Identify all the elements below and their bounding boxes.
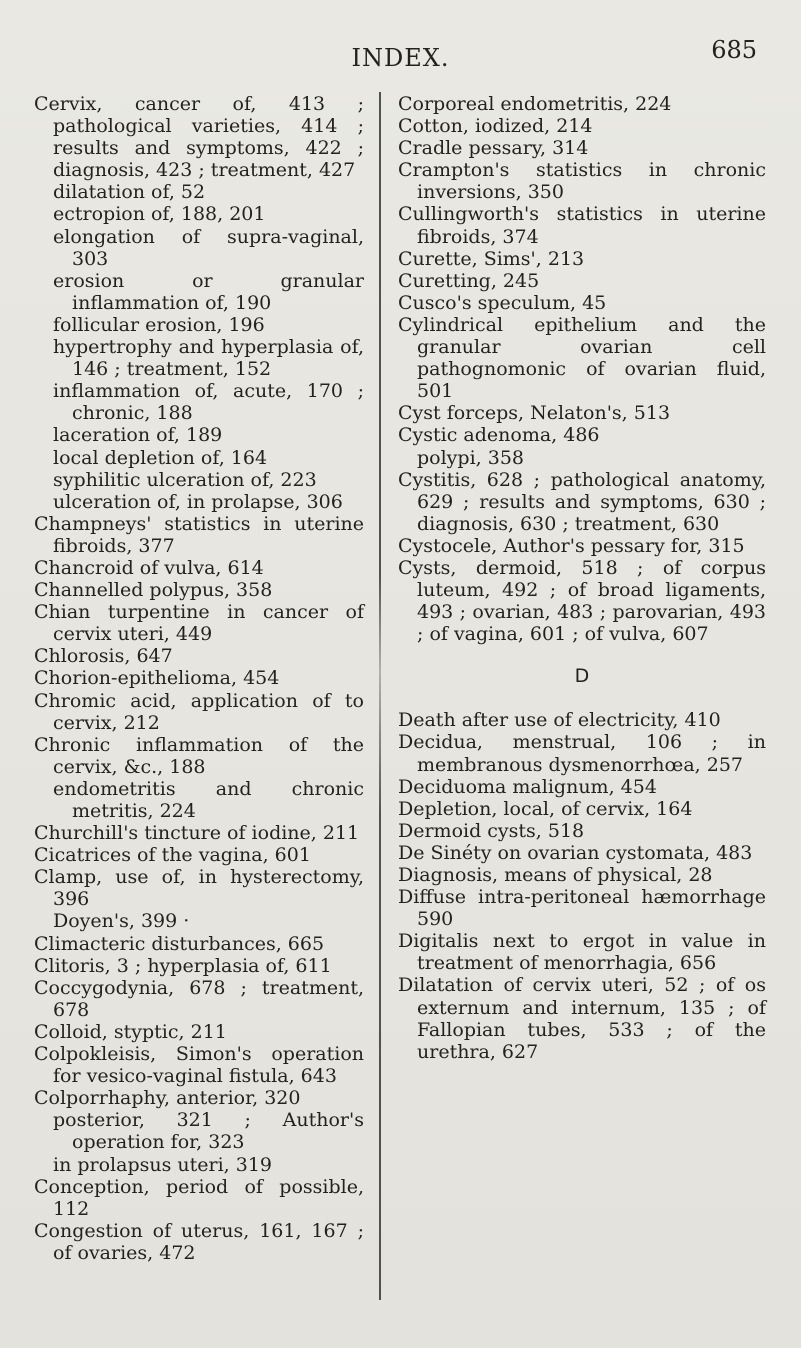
index-entry: Coccygodynia, 678 ; treatment, 678 <box>34 976 364 1021</box>
index-entry: Colpokleisis, Simon's operation for vesico-vaginal fistula, 643 <box>34 1043 364 1088</box>
index-entry: Dermoid cysts, 518 <box>398 819 585 842</box>
index-subentry: erosion or granular inflammation of, 190 <box>53 269 364 314</box>
index-entry: Cystocele, Author's pessary for, 315 <box>398 534 745 557</box>
index-entry: Cylindrical epithelium and the granular ovarian cell pathognomonic of ovarian fluid, 501 <box>398 313 766 403</box>
index-subentry: local depletion of, 164 <box>53 446 268 469</box>
index-entry: Champneys' statistics in uterine fibroids, 377 <box>34 512 364 557</box>
index-entry: Cystitis, 628 ; pathological anatomy, 629 ; results and symptoms, 630 ; diagnosis, 630 ; treatment, 630 <box>398 468 766 535</box>
index-entry: Curetting, 245 <box>398 269 540 292</box>
index-entry: Deciduoma malignum, 454 <box>398 775 657 798</box>
index-entry: Chlorosis, 647 <box>34 645 173 668</box>
index-subentry: inflammation of, acute, 170 ; chronic, 188 <box>53 380 364 425</box>
index-entry: Chian turpentine in cancer of cervix uteri, 449 <box>34 601 364 646</box>
index-entry: De Sinéty on ovarian cystomata, 483 <box>398 841 753 864</box>
index-subentry: polypi, 358 <box>417 446 524 469</box>
index-subentry: ulceration of, in prolapse, 306 <box>53 490 343 513</box>
index-entry: Clitoris, 3 ; hyperplasia of, 611 <box>34 954 332 977</box>
index-entry: Cysts, dermoid, 518 ; of corpus luteum, 492 ; of broad ligaments, 493 ; ovarian, 483 ; parovarian, 493 ; of vagina, 601 ; of vulva, 607 <box>398 556 766 646</box>
page-number: 685 <box>711 36 757 64</box>
index-entry: Cyst forceps, Nelaton's, 513 <box>398 402 671 425</box>
index-entry: Chronic inflammation of the cervix, &c., 188 <box>34 733 364 778</box>
index-entry: Corporeal endometritis, 224 <box>398 93 672 115</box>
index-entry: Clamp, use of, in hysterectomy, 396 <box>34 866 364 911</box>
index-entry: Colporrhaphy, anterior, 320 <box>34 1087 301 1110</box>
index-entry: Cullingworth's statistics in uterine fibroids, 374 <box>398 203 766 248</box>
index-entry: Conception, period of possible, 112 <box>34 1175 364 1220</box>
index-subentry: Doyen's, 399 · <box>53 910 190 933</box>
d-entries <box>398 709 766 1063</box>
page-title: INDEX. <box>351 44 450 72</box>
index-entry: Chancroid of vulva, 614 <box>34 556 264 579</box>
index-entry: Dilatation of cervix uteri, 52 ; of os externum and internum, 135 ; of Fallopian tubes, 533 ; of the urethra, 627 <box>398 974 766 1063</box>
index-entry: Curette, Sims', 213 <box>398 247 585 270</box>
index-entry: Diffuse intra-peritoneal hæmorrhage 590 <box>398 886 766 931</box>
index-subentry: syphilitic ulceration of, 223 <box>53 468 317 491</box>
column-divider <box>379 92 381 1300</box>
index-entry: Colloid, styptic, 211 <box>34 1020 227 1043</box>
c-entries <box>398 93 766 645</box>
index-subentry: ectropion of, 188, 201 <box>53 203 266 226</box>
index-entry: Churchill's tincture of iodine, 211 <box>34 822 360 845</box>
index-entry: Crampton's statistics in chronic inversions, 350 <box>398 159 766 204</box>
index-subentry: laceration of, 189 <box>53 424 223 447</box>
index-subentry: follicular erosion, 196 <box>53 313 265 336</box>
index-entry: Depletion, local, of cervix, 164 <box>398 797 693 820</box>
index-subentry: hypertrophy and hyperplasia of, 146 ; treatment, 152 <box>53 336 364 381</box>
index-entry: Climacteric disturbances, 665 <box>34 932 325 955</box>
index-subentry: dilatation of, 52 <box>53 181 206 204</box>
index-entry: Channelled polypus, 358 <box>34 579 273 602</box>
index-entry: Cusco's speculum, 45 <box>398 291 607 314</box>
index-subentry: posterior, 321 ; Author's operation for, 323 <box>53 1109 364 1154</box>
section-letter-d: D <box>574 665 590 688</box>
index-entry: Cicatrices of the vagina, 601 <box>34 844 311 867</box>
index-entry: Cradle pessary, 314 <box>398 137 589 160</box>
index-entry: Digitalis next to ergot in value in treatment of menorrhagia, 656 <box>398 930 766 975</box>
index-entry: Death after use of electricity, 410 <box>398 709 721 732</box>
index-entry: Chorion-epithelioma, 454 <box>34 667 280 690</box>
index-subentry: endometritis and chronic metritis, 224 <box>53 777 364 822</box>
index-entry: Congestion of uterus, 161, 167 ; of ovaries, 472 <box>34 1219 364 1264</box>
left-column <box>34 93 364 1264</box>
index-entry: Chromic acid, application of to cervix, 212 <box>34 689 364 734</box>
index-entry: Cystic adenoma, 486 <box>398 424 600 447</box>
right-column <box>398 93 766 1063</box>
index-entry: Cervix, cancer of, 413 ; pathological varieties, 414 ; results and symptoms, 422 ; diagnosis, 423 ; treatment, 427 <box>34 93 364 182</box>
index-entry: Cotton, iodized, 214 <box>398 115 593 138</box>
index-subentry: elongation of supra-vaginal, 303 <box>53 225 364 270</box>
index-entry: Diagnosis, means of physical, 28 <box>398 864 713 886</box>
index-subentry: in prolapsus uteri, 319 <box>53 1153 273 1176</box>
index-entry: Decidua, menstrual, 106 ; in membranous dysmenorrhœa, 257 <box>398 731 766 776</box>
